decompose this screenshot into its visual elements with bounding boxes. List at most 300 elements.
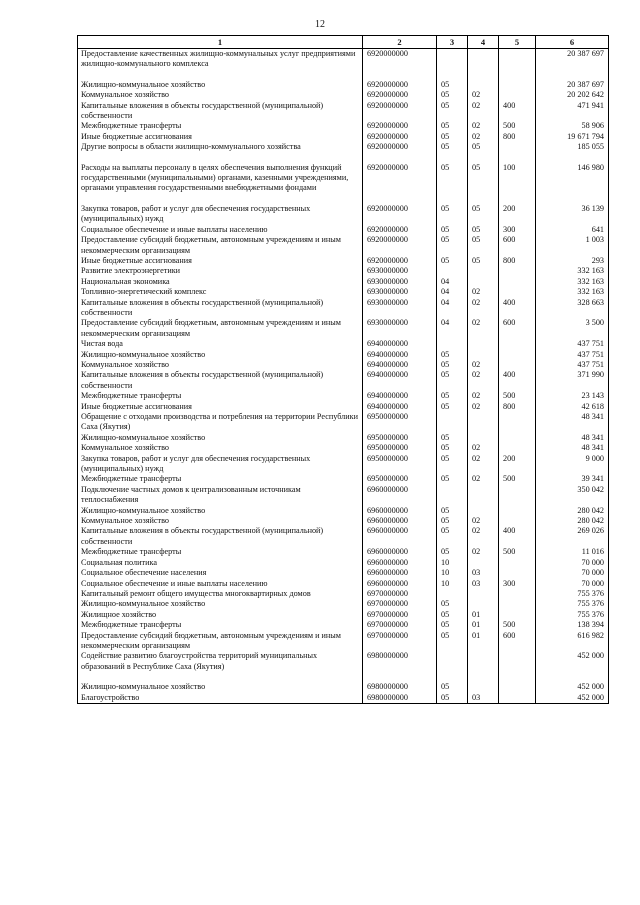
row-subsection: 05 (468, 204, 499, 225)
spacer-cell (363, 672, 437, 682)
row-amount: 42 618 (536, 402, 609, 412)
row-name: Благоустройство (78, 693, 363, 704)
row-subsection: 05 (468, 163, 499, 194)
row-section: 05 (437, 121, 468, 131)
row-amount: 70 000 (536, 579, 609, 589)
row-section: 05 (437, 360, 468, 370)
row-name: Подключение частных домов к централизованным источникам теплоснабжения (78, 485, 363, 506)
row-subsection: 02 (468, 526, 499, 547)
row-amount: 3 500 (536, 318, 609, 339)
row-code: 6960000000 (363, 516, 437, 526)
spacer-row (78, 70, 609, 80)
row-amount: 58 906 (536, 121, 609, 131)
table-row (78, 49, 609, 70)
spacer-cell (437, 672, 468, 682)
row-code: 6980000000 (363, 651, 437, 672)
row-code: 6960000000 (363, 558, 437, 568)
row-subsection: 01 (468, 631, 499, 652)
row-code: 6960000000 (363, 568, 437, 578)
row-subsection: 05 (468, 235, 499, 256)
row-section: 05 (437, 610, 468, 620)
row-name: Социальное обеспечение и иные выплаты населению (78, 225, 363, 235)
row-expense-type: 500 (499, 121, 536, 131)
row-expense-type (499, 360, 536, 370)
row-section (437, 651, 468, 672)
spacer-cell (536, 70, 609, 80)
table-row (78, 443, 609, 453)
table-row (78, 547, 609, 557)
row-expense-type: 200 (499, 204, 536, 225)
row-code: 6920000000 (363, 204, 437, 225)
row-code: 6920000000 (363, 101, 437, 122)
row-expense-type: 400 (499, 526, 536, 547)
row-name: Жилищно-коммунальное хозяйство (78, 350, 363, 360)
column-header-2: 2 (363, 36, 437, 49)
row-amount: 350 042 (536, 485, 609, 506)
spacer-cell (78, 194, 363, 204)
row-code: 6950000000 (363, 443, 437, 453)
row-section: 04 (437, 318, 468, 339)
row-section: 05 (437, 204, 468, 225)
row-amount: 11 016 (536, 547, 609, 557)
row-subsection (468, 266, 499, 276)
row-code: 6960000000 (363, 485, 437, 506)
row-name: Капитальные вложения в объекты государственной (муниципальной) собственности (78, 526, 363, 547)
table-row (78, 485, 609, 506)
table-row (78, 80, 609, 90)
row-amount: 437 751 (536, 360, 609, 370)
row-expense-type (499, 610, 536, 620)
row-section: 04 (437, 277, 468, 287)
row-section: 05 (437, 402, 468, 412)
row-amount: 452 000 (536, 693, 609, 704)
row-code: 6940000000 (363, 360, 437, 370)
row-subsection: 01 (468, 610, 499, 620)
row-expense-type (499, 49, 536, 70)
row-amount: 138 394 (536, 620, 609, 630)
table-body (78, 49, 609, 704)
row-section: 10 (437, 568, 468, 578)
row-code: 6920000000 (363, 49, 437, 70)
spacer-cell (536, 153, 609, 163)
row-amount: 185 055 (536, 142, 609, 152)
row-code: 6950000000 (363, 412, 437, 433)
row-name: Предоставление качественных жилищно-коммунальных услуг предприятиями жилищно-коммунального комплекса (78, 49, 363, 70)
row-name: Жилищно-коммунальное хозяйство (78, 682, 363, 692)
table-row (78, 651, 609, 672)
spacer-cell (468, 672, 499, 682)
table-row (78, 318, 609, 339)
spacer-cell (363, 153, 437, 163)
row-name: Жилищно-коммунальное хозяйство (78, 80, 363, 90)
row-section: 05 (437, 370, 468, 391)
row-expense-type (499, 90, 536, 100)
spacer-cell (437, 194, 468, 204)
table-row (78, 163, 609, 194)
table-row (78, 121, 609, 131)
row-name: Развитие электроэнергетики (78, 266, 363, 276)
spacer-cell (78, 70, 363, 80)
row-code: 6930000000 (363, 277, 437, 287)
row-expense-type (499, 443, 536, 453)
row-expense-type: 500 (499, 547, 536, 557)
row-name: Межбюджетные трансферты (78, 547, 363, 557)
row-subsection: 03 (468, 693, 499, 704)
row-expense-type: 400 (499, 101, 536, 122)
row-expense-type (499, 412, 536, 433)
row-expense-type (499, 651, 536, 672)
spacer-cell (363, 70, 437, 80)
spacer-cell (468, 194, 499, 204)
row-code: 6970000000 (363, 620, 437, 630)
row-amount: 70 000 (536, 568, 609, 578)
row-section: 05 (437, 474, 468, 484)
row-section: 05 (437, 443, 468, 453)
row-expense-type (499, 142, 536, 152)
row-expense-type (499, 350, 536, 360)
row-amount: 1 003 (536, 235, 609, 256)
row-amount: 48 341 (536, 433, 609, 443)
row-subsection (468, 506, 499, 516)
row-subsection (468, 682, 499, 692)
table-row (78, 235, 609, 256)
row-amount: 437 751 (536, 339, 609, 349)
row-section: 05 (437, 142, 468, 152)
spacer-cell (78, 672, 363, 682)
row-subsection (468, 433, 499, 443)
row-name: Жилищное хозяйство (78, 610, 363, 620)
row-section: 05 (437, 620, 468, 630)
row-amount: 269 026 (536, 526, 609, 547)
row-name: Расходы на выплаты персоналу в целях обеспечения выполнения функций государственными (муниципальными) органами, казенными учреждениями, органами управления государственными внебюджетными фондами (78, 163, 363, 194)
spacer-cell (499, 153, 536, 163)
row-section: 05 (437, 90, 468, 100)
spacer-cell (499, 70, 536, 80)
row-code: 6980000000 (363, 682, 437, 692)
row-section: 05 (437, 599, 468, 609)
row-expense-type: 100 (499, 163, 536, 194)
row-code: 6950000000 (363, 474, 437, 484)
table-row (78, 277, 609, 287)
row-subsection (468, 80, 499, 90)
table-row (78, 631, 609, 652)
row-amount: 641 (536, 225, 609, 235)
row-code: 6920000000 (363, 142, 437, 152)
row-section: 10 (437, 579, 468, 589)
row-expense-type (499, 589, 536, 599)
row-section: 05 (437, 235, 468, 256)
table-row (78, 412, 609, 433)
row-section: 04 (437, 298, 468, 319)
row-section (437, 339, 468, 349)
row-expense-type: 400 (499, 370, 536, 391)
row-name: Предоставление субсидий бюджетным, автономным учреждениям и иным некоммерческим организациям (78, 631, 363, 652)
row-section (437, 49, 468, 70)
table-row (78, 568, 609, 578)
table-row (78, 204, 609, 225)
row-section: 05 (437, 163, 468, 194)
row-subsection (468, 485, 499, 506)
row-amount: 36 139 (536, 204, 609, 225)
row-expense-type: 600 (499, 235, 536, 256)
row-code: 6980000000 (363, 693, 437, 704)
row-name: Другие вопросы в области жилищно-коммунального хозяйства (78, 142, 363, 152)
spacer-cell (499, 672, 536, 682)
row-name: Капитальные вложения в объекты государственной (муниципальной) собственности (78, 370, 363, 391)
row-expense-type (499, 568, 536, 578)
spacer-cell (78, 153, 363, 163)
table-row (78, 370, 609, 391)
row-amount: 20 387 697 (536, 80, 609, 90)
table-row (78, 516, 609, 526)
row-name: Обращение с отходами производства и потребления на территории Республики Саха (Якутия) (78, 412, 363, 433)
row-subsection: 03 (468, 568, 499, 578)
row-expense-type: 800 (499, 402, 536, 412)
table-row (78, 454, 609, 475)
row-subsection: 01 (468, 620, 499, 630)
budget-table (77, 35, 609, 704)
row-section: 10 (437, 558, 468, 568)
row-name: Предоставление субсидий бюджетным, автономным учреждениям и иным некоммерческим организациям (78, 318, 363, 339)
row-code: 6950000000 (363, 454, 437, 475)
row-name: Капитальные вложения в объекты государственной (муниципальной) собственности (78, 298, 363, 319)
table-row (78, 506, 609, 516)
row-amount: 755 376 (536, 589, 609, 599)
row-name: Коммунальное хозяйство (78, 516, 363, 526)
table-row (78, 526, 609, 547)
spacer-cell (499, 194, 536, 204)
row-amount: 755 376 (536, 610, 609, 620)
row-section: 05 (437, 256, 468, 266)
table-row (78, 266, 609, 276)
row-code: 6940000000 (363, 350, 437, 360)
row-name: Топливно-энергетический комплекс (78, 287, 363, 297)
row-subsection: 02 (468, 90, 499, 100)
row-subsection: 02 (468, 287, 499, 297)
row-name: Коммунальное хозяйство (78, 360, 363, 370)
row-code: 6960000000 (363, 579, 437, 589)
row-name: Социальное обеспечение и иные выплаты населению (78, 579, 363, 589)
row-subsection: 03 (468, 579, 499, 589)
row-amount: 616 982 (536, 631, 609, 652)
spacer-row (78, 153, 609, 163)
row-code: 6920000000 (363, 163, 437, 194)
row-subsection: 02 (468, 360, 499, 370)
row-code: 6920000000 (363, 90, 437, 100)
row-expense-type (499, 80, 536, 90)
row-name: Жилищно-коммунальное хозяйство (78, 599, 363, 609)
row-subsection: 02 (468, 443, 499, 453)
row-subsection: 02 (468, 391, 499, 401)
row-expense-type (499, 266, 536, 276)
spacer-row (78, 672, 609, 682)
table-row (78, 256, 609, 266)
row-expense-type: 600 (499, 318, 536, 339)
row-name: Жилищно-коммунальное хозяйство (78, 506, 363, 516)
table-row (78, 589, 609, 599)
row-subsection: 02 (468, 402, 499, 412)
row-section (437, 485, 468, 506)
row-amount: 280 042 (536, 506, 609, 516)
row-code: 6920000000 (363, 235, 437, 256)
table-row (78, 682, 609, 692)
row-section (437, 266, 468, 276)
row-section: 05 (437, 391, 468, 401)
row-subsection: 02 (468, 318, 499, 339)
row-code: 6970000000 (363, 631, 437, 652)
row-name: Содействие развитию благоустройства территорий муниципальных образований в Республике Саха (Якутия) (78, 651, 363, 672)
row-expense-type (499, 433, 536, 443)
row-expense-type (499, 287, 536, 297)
row-name: Иные бюджетные ассигнования (78, 132, 363, 142)
row-expense-type: 600 (499, 631, 536, 652)
row-name: Чистая вода (78, 339, 363, 349)
row-subsection (468, 49, 499, 70)
row-amount: 20 387 697 (536, 49, 609, 70)
row-code: 6920000000 (363, 132, 437, 142)
spacer-cell (536, 194, 609, 204)
row-expense-type (499, 506, 536, 516)
row-code: 6970000000 (363, 589, 437, 599)
row-name: Межбюджетные трансферты (78, 620, 363, 630)
row-amount: 39 341 (536, 474, 609, 484)
row-code: 6930000000 (363, 298, 437, 319)
table-row (78, 90, 609, 100)
row-amount: 293 (536, 256, 609, 266)
spacer-cell (468, 70, 499, 80)
table-row (78, 610, 609, 620)
table-row (78, 339, 609, 349)
column-header-1: 1 (78, 36, 363, 49)
table-row (78, 101, 609, 122)
column-header-6: 6 (536, 36, 609, 49)
row-code: 6950000000 (363, 433, 437, 443)
row-section: 05 (437, 693, 468, 704)
row-section: 05 (437, 433, 468, 443)
table-row (78, 298, 609, 319)
row-amount: 332 163 (536, 277, 609, 287)
row-amount: 9 000 (536, 454, 609, 475)
table-row (78, 693, 609, 704)
row-amount: 48 341 (536, 443, 609, 453)
row-subsection (468, 350, 499, 360)
row-subsection: 02 (468, 474, 499, 484)
row-section (437, 412, 468, 433)
row-section: 05 (437, 80, 468, 90)
row-name: Межбюджетные трансферты (78, 391, 363, 401)
row-expense-type: 800 (499, 256, 536, 266)
header-row (78, 36, 609, 49)
table-row (78, 558, 609, 568)
row-section: 05 (437, 454, 468, 475)
row-subsection (468, 558, 499, 568)
row-amount: 437 751 (536, 350, 609, 360)
row-name: Капитальный ремонт общего имущества многоквартирных домов (78, 589, 363, 599)
row-subsection: 02 (468, 516, 499, 526)
row-amount: 332 163 (536, 266, 609, 276)
row-subsection (468, 277, 499, 287)
row-code: 6920000000 (363, 121, 437, 131)
row-code: 6940000000 (363, 370, 437, 391)
row-code: 6960000000 (363, 506, 437, 516)
row-expense-type (499, 693, 536, 704)
row-name: Капитальные вложения в объекты государственной (муниципальной) собственности (78, 101, 363, 122)
row-amount: 48 341 (536, 412, 609, 433)
row-name: Социальная политика (78, 558, 363, 568)
row-code: 6940000000 (363, 402, 437, 412)
row-expense-type (499, 277, 536, 287)
row-name: Иные бюджетные ассигнования (78, 256, 363, 266)
row-section: 05 (437, 682, 468, 692)
table-row (78, 474, 609, 484)
row-expense-type (499, 599, 536, 609)
row-amount: 23 143 (536, 391, 609, 401)
row-amount: 280 042 (536, 516, 609, 526)
row-section: 05 (437, 506, 468, 516)
row-code: 6930000000 (363, 318, 437, 339)
table-row (78, 620, 609, 630)
table-row (78, 599, 609, 609)
row-subsection: 05 (468, 142, 499, 152)
spacer-cell (468, 153, 499, 163)
row-name: Закупка товаров, работ и услуг для обеспечения государственных (муниципальных) нужд (78, 204, 363, 225)
row-name: Межбюджетные трансферты (78, 474, 363, 484)
row-expense-type: 200 (499, 454, 536, 475)
row-expense-type: 800 (499, 132, 536, 142)
row-code: 6970000000 (363, 610, 437, 620)
row-amount: 70 000 (536, 558, 609, 568)
row-expense-type (499, 558, 536, 568)
row-amount: 452 000 (536, 682, 609, 692)
row-name: Социальное обеспечение населения (78, 568, 363, 578)
row-expense-type (499, 682, 536, 692)
row-name: Предоставление субсидий бюджетным, автономным учреждениям и иным некоммерческим организациям (78, 235, 363, 256)
row-amount: 146 980 (536, 163, 609, 194)
row-name: Коммунальное хозяйство (78, 90, 363, 100)
column-header-3: 3 (437, 36, 468, 49)
row-section: 05 (437, 631, 468, 652)
spacer-cell (536, 672, 609, 682)
row-amount: 332 163 (536, 287, 609, 297)
row-amount: 328 663 (536, 298, 609, 319)
row-subsection (468, 599, 499, 609)
column-header-4: 4 (468, 36, 499, 49)
row-amount: 371 990 (536, 370, 609, 391)
row-expense-type (499, 516, 536, 526)
row-subsection: 02 (468, 121, 499, 131)
row-subsection: 02 (468, 298, 499, 319)
row-amount: 19 671 794 (536, 132, 609, 142)
row-name: Межбюджетные трансферты (78, 121, 363, 131)
table-row (78, 579, 609, 589)
row-amount: 471 941 (536, 101, 609, 122)
row-subsection: 02 (468, 132, 499, 142)
row-code: 6960000000 (363, 547, 437, 557)
row-amount: 20 202 642 (536, 90, 609, 100)
table-row (78, 287, 609, 297)
row-amount: 452 000 (536, 651, 609, 672)
row-expense-type: 400 (499, 298, 536, 319)
row-section: 05 (437, 225, 468, 235)
row-code: 6930000000 (363, 266, 437, 276)
row-subsection: 05 (468, 225, 499, 235)
row-expense-type: 300 (499, 225, 536, 235)
row-code: 6920000000 (363, 80, 437, 90)
row-code: 6930000000 (363, 287, 437, 297)
table-row (78, 433, 609, 443)
spacer-cell (363, 194, 437, 204)
row-name: Национальная экономика (78, 277, 363, 287)
